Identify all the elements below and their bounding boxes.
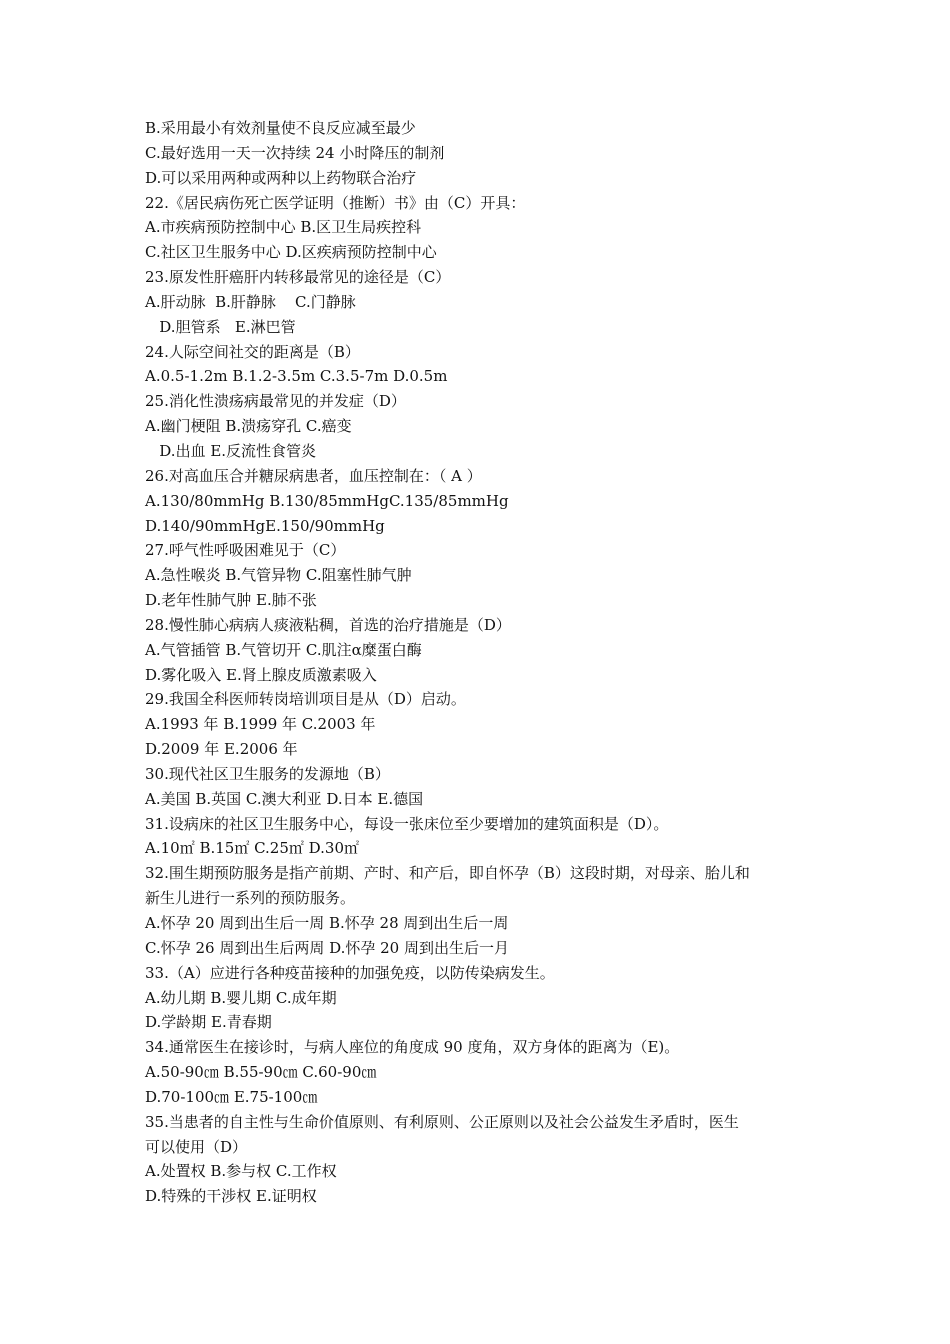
text-line: D.胆管系 E.淋巴管 (145, 317, 296, 336)
text-line: A.市疾病预防控制中心 B.区卫生局疾控科 (145, 218, 422, 237)
text-line: D.学龄期 E.青春期 (145, 1013, 272, 1032)
text-line: A.怀孕 20 周到出生后一周 B.怀孕 28 周到出生后一周 (145, 914, 509, 932)
question-35: 35.当患者的自主性与生命价值原则、有利原则、公正原则以及社会公益发生矛盾时，医生 (145, 1112, 739, 1131)
text-line: A.幼儿期 B.婴儿期 C.成年期 (145, 988, 337, 1007)
question-27: 27.呼气性呼吸困难见于（C） (145, 541, 346, 560)
text-line: D.雾化吸入 E.肾上腺皮质激素吸入 (145, 665, 377, 684)
text-line: D.特殊的干涉权 E.证明权 (145, 1187, 317, 1206)
question-24: 24.人际空间社交的距离是（B） (145, 342, 360, 361)
text-line: A.气管插管 B.气管切开 C.肌注α糜蛋白酶 (145, 640, 422, 659)
question-25: 25.消化性溃疡病最常见的并发症（D） (145, 392, 406, 411)
text-line: 新生儿进行一系列的预防服务。 (145, 889, 356, 908)
text-line: B.采用最小有效剂量使不良反应减至最少 (145, 119, 416, 137)
question-31: 31.设病床的社区卫生服务中心，每设一张床位至少要增加的建筑面积是（D）。 (145, 814, 669, 833)
text-line: C.社区卫生服务中心 D.区疾病预防控制中心 (145, 243, 437, 262)
question-26: 26.对高血压合并糖尿病患者，血压控制在：（ A ） (145, 466, 482, 485)
text-line: C.怀孕 26 周到出生后两周 D.怀孕 20 周到出生后一月 (145, 938, 509, 957)
text-line: A.处置权 B.参与权 C.工作权 (145, 1162, 337, 1181)
text-line: D.老年性肺气肿 E.肺不张 (145, 591, 317, 610)
text-line: A.130/80mmHg B.130/85mmHgC.135/85mmHg (145, 491, 509, 510)
text-line: A.50-90㎝ B.55-90㎝ C.60-90㎝ (145, 1063, 377, 1082)
text-line: D.可以采用两种或两种以上药物联合治疗 (145, 168, 417, 187)
question-33: 33.（A）应进行各种疫苗接种的加强免疫，以防传染病发生。 (145, 963, 555, 982)
text-line: D.2009 年 E.2006 年 (145, 740, 298, 759)
text-line: A.美国 B.英国 C.澳大利亚 D.日本 E.德国 (145, 789, 424, 808)
question-29: 29.我国全科医师转岗培训项目是从（D）启动。 (145, 690, 466, 709)
text-line: A.1993 年 B.1999 年 C.2003 年 (145, 715, 376, 734)
question-22: 22.《居民病伤死亡医学证明（推断）书》由（C）开具： (145, 193, 526, 212)
question-23: 23.原发性肝癌肝内转移最常见的途径是（C） (145, 268, 451, 287)
text-line: A.0.5-1.2m B.1.2-3.5m C.3.5-7m D.0.5m (145, 367, 448, 386)
question-34: 34.通常医生在接诊时，与病人座位的角度成 90 度角，双方身体的距离为（E)。 (145, 1038, 680, 1057)
text-line: D.70-100㎝ E.75-100㎝ (145, 1087, 318, 1106)
question-30: 30.现代社区卫生服务的发源地（B） (145, 764, 390, 783)
text-line: A.幽门梗阻 B.溃疡穿孔 C.癌变 (145, 417, 352, 436)
text-line: A.急性喉炎 B.气管异物 C.阻塞性肺气肿 (145, 566, 412, 585)
text-line: 可以使用（D） (145, 1137, 248, 1156)
text-line: D.140/90mmHgE.150/90mmHg (145, 516, 385, 535)
text-line: A.10㎡ B.15㎡ C.25㎡ D.30㎡ (145, 839, 360, 858)
text-line: C.最好选用一天一次持续 24 小时降压的制剂 (145, 143, 445, 162)
text-line: A.肝动脉 B.肝静脉 C.门静脉 (145, 292, 356, 311)
document-body (145, 116, 825, 1209)
question-28: 28.慢性肺心病病人痰液粘稠，首选的治疗措施是（D） (145, 615, 511, 634)
text-line: D.出血 E.反流性食管炎 (145, 441, 317, 460)
question-32: 32.围生期预防服务是指产前期、产时、和产后，即自怀孕（B）这段时期，对母亲、胎儿和 (145, 864, 750, 883)
